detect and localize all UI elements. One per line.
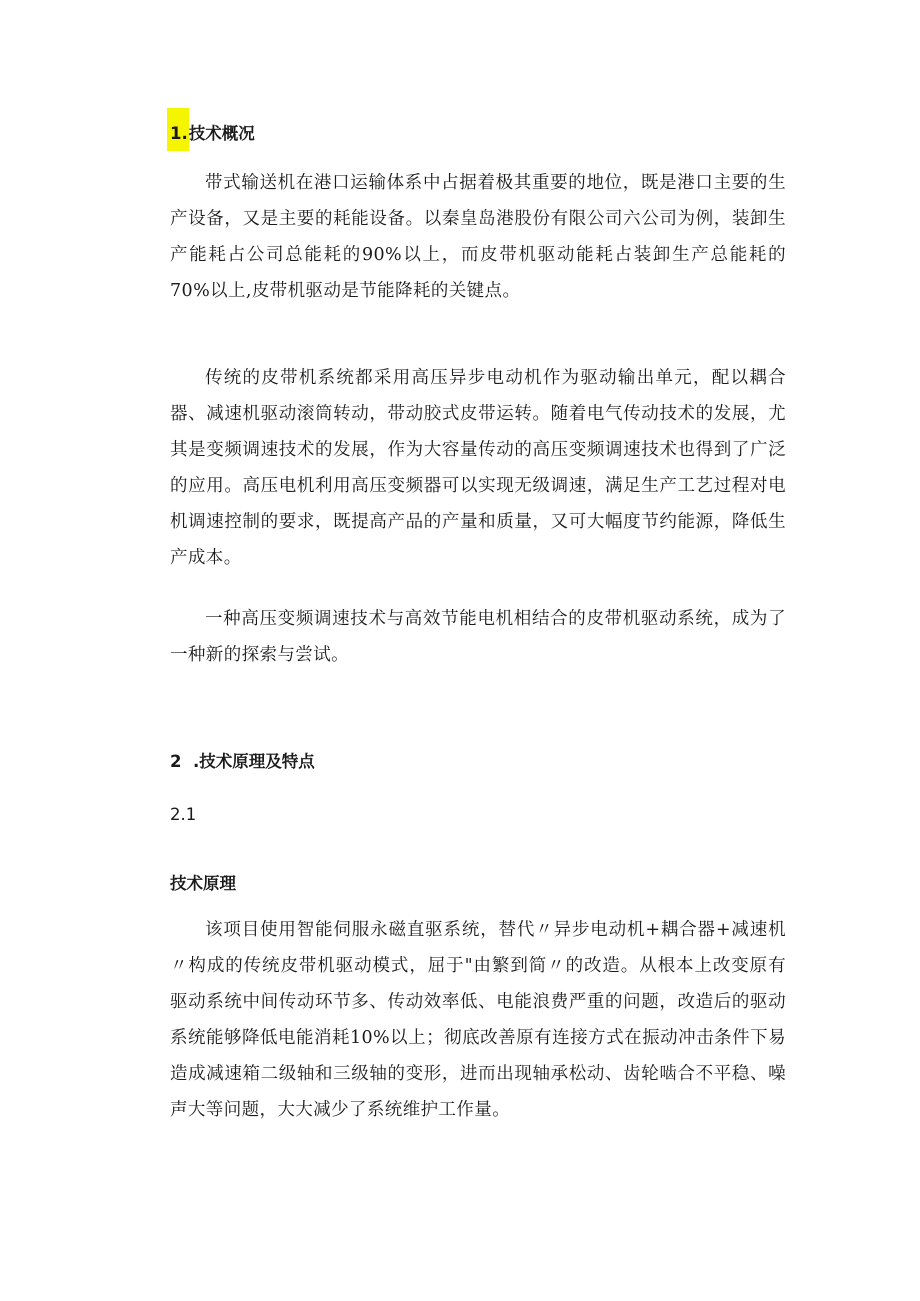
- paragraph: 传统的皮带机系统都采用高压异步电动机作为驱动输出单元，配以耦合器、减速机驱动滚筒转动，带动胶式皮带运转。随着电气传动技术的发展，尤其是变频调速技术的发展，作为大容量传动的高压变频调速技术也得到了广泛的应用。高压电机利用高压变频器可以实现无级调速，满足生产工艺过程对电机调速控制的要求，既提高产品的产量和质量，又可大幅度节约能源，降低生产成本。: [170, 368, 786, 568]
- section-1-body-3: [170, 601, 786, 673]
- paragraph: 该项目使用智能伺服永磁直驱系统，替代〃异步电动机+耦合器+减速机〃构成的传统皮带机驱动模式，屈于"由繁到简〃的改造。从根本上改变原有驱动系统中间传动环节多、传动效率低、电能浪费严重的问题，改造后的驱动系统能够降低电能消耗10%以上；彻底改善原有连接方式在振动冲击条件下易造成减速箱二级轴和三级轴的变形，进而出现轴承松动、齿轮啮合不平稳、噪声大等问题，大大减少了系统维护工作量。: [170, 920, 786, 1120]
- subsection-title: 技术原理: [170, 874, 236, 893]
- section-2-body: [170, 912, 786, 1128]
- section-2-title: 2 .技术原理及特点: [170, 752, 315, 771]
- section-1-heading: [170, 122, 786, 146]
- section-2-heading: [170, 750, 786, 774]
- paragraph: 带式输送机在港口运输体系中占据着极其重要的地位，既是港口主要的生产设备，又是主要的耗能设备。以秦皇岛港股份有限公司六公司为例，装卸生产能耗占公司总能耗的90%以上，而皮带机驱动能耗占装卸生产总能耗的70%以上,皮带机驱动是节能降耗的关键点。: [170, 173, 786, 301]
- heading-number-highlight: 1.: [167, 108, 189, 151]
- section-1-body-2: [170, 360, 786, 576]
- section-1-title: 技术概况: [188, 124, 255, 143]
- paragraph: 一种高压变频调速技术与高效节能电机相结合的皮带机驱动系统，成为了一种新的探索与尝试。: [170, 609, 786, 665]
- subsection-heading: [170, 872, 786, 896]
- subsection-number-text: 2.1: [170, 805, 197, 824]
- subsection-number: [170, 803, 786, 827]
- section-1-body: [170, 165, 786, 309]
